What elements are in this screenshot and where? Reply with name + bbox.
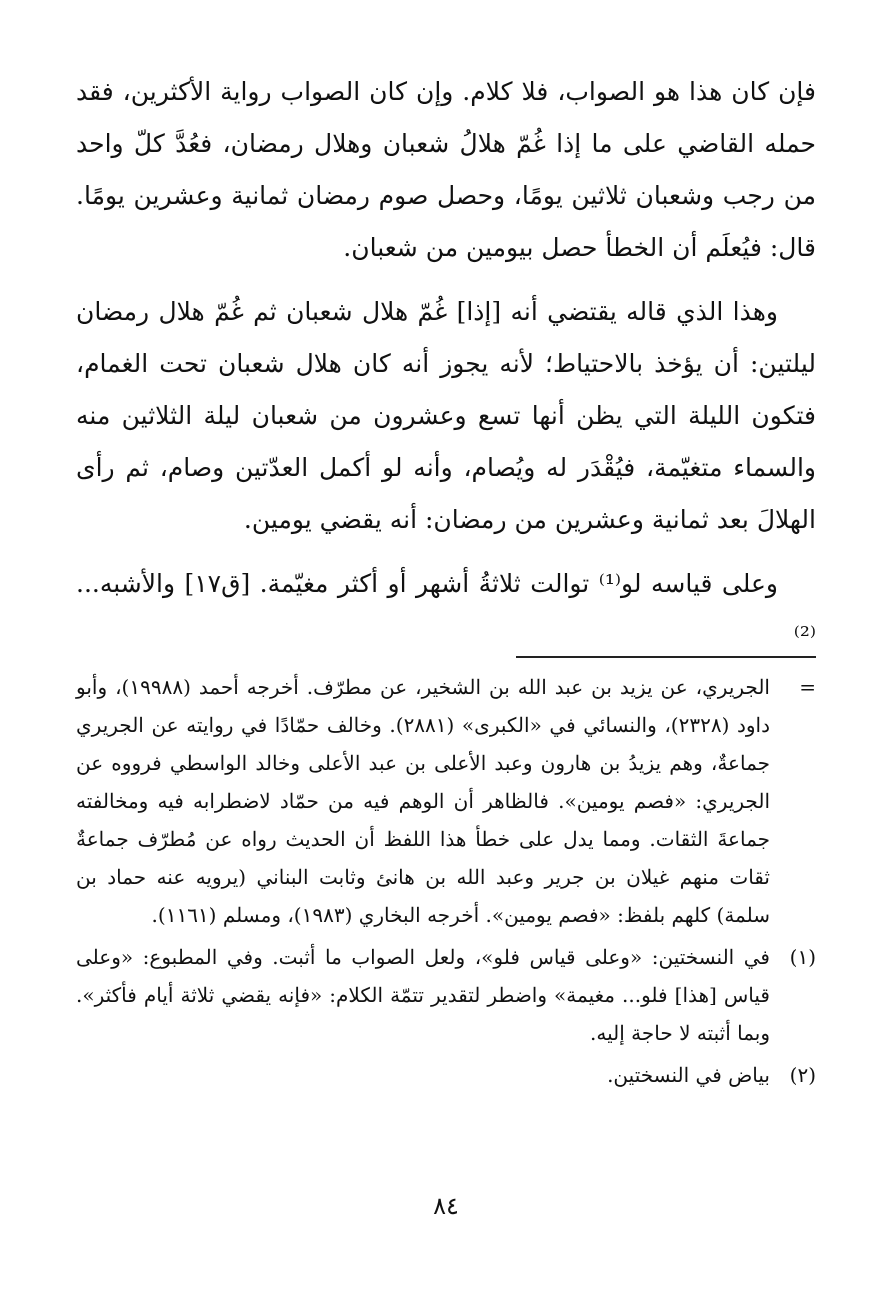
main-text-block	[76, 66, 816, 674]
paragraph-1: فإن كان هذا هو الصواب، فلا كلام. وإن كان الصواب رواية الأكثرين، فقد حمله القاضي على ما إذا غُمّ هلالُ شعبان وهلال رمضان، فعُدَّ كلّ واحد من رجب وشعبان ثلاثين يومًا، وحصل صوم رمضان ثمانية وعشرين يومًا. قال: فيُعلَم أن الخطأ حصل بيومين من شعبان.	[76, 77, 816, 262]
footnote-continuation	[76, 668, 816, 934]
paragraph-2: وهذا الذي قاله يقتضي أنه [إذا] غُمّ هلال شعبان ثم غُمّ هلال رمضان ليلتين: أن يؤخذ بالاحتياط؛ لأنه يجوز أنه كان هلال شعبان تحت الغمام، فتكون الليلة التي يظن أنها تسع وعشرون من شعبان ليلة الثلاثين منه والسماء متغيّمة، فيُقْدَر له ويُصام، وأنه لو أكمل العدّتين وصام، ثم رأى الهلالَ بعد ثمانية وعشرين من رمضان: أنه يقضي يومين.	[76, 297, 816, 534]
footnote-text: بياض في النسختين.	[607, 1063, 770, 1087]
page-number: ٨٤	[433, 1192, 459, 1220]
footnote-text: في النسختين: «وعلى قياس فلو»، ولعل الصواب ما أثبت. وفي المطبوع: «وعلى قياس [هذا] فلو... مغيمة» واضطر لتقدير تتمّة الكلام: «فإنه يقضي ثلاثة أيام فأكثر». وبما أثبته لا حاجة إليه.	[76, 945, 770, 1045]
footnote-marker: (١)	[789, 945, 816, 969]
footnote-divider	[516, 656, 816, 658]
footnote-marker: =	[799, 675, 816, 699]
footnote-text: الجريري، عن يزيد بن عبد الله بن الشخير، عن مطرّف. أخرجه أحمد (١٩٩٨٨)، وأبو داود (٢٣٢٨)، والنسائي في «الكبرى» (٢٨٨١). وخالف حمّادًا في روايته عن الجريري جماعةٌ، وهم يزيدُ بن هارون وعبد الأعلى بن عبد الأعلى وخالد الواسطي فرووه عن الجريري: «فصم يومين». فالظاهر أن الوهم فيه من حمّاد لاضطرابه فيه ومخالفته جماعةَ الثقات. ومما يدل على خطأ هذا اللفظ أن الحديث رواه عن مُطرّف جماعةٌ ثقات منهم غيلان بن جرير وعبد الله بن هانئ وثابت البناني (يرويه عنه حماد بن سلمة) كلهم بلفظ: «فصم يومين». أخرجه البخاري (١٩٨٣)، ومسلم (١١٦١).	[76, 675, 771, 927]
footnote-marker: (٢)	[789, 1063, 816, 1087]
footnote-1	[76, 938, 816, 1052]
footnotes-block	[76, 668, 816, 1098]
footnote-2	[76, 1056, 816, 1094]
paragraph-3: وعلى قياسه لو⁽¹⁾ توالت ثلاثةُ أشهر أو أكثر مغيّمة. [ق١٧] والأشبه...⁽²⁾	[76, 569, 816, 650]
